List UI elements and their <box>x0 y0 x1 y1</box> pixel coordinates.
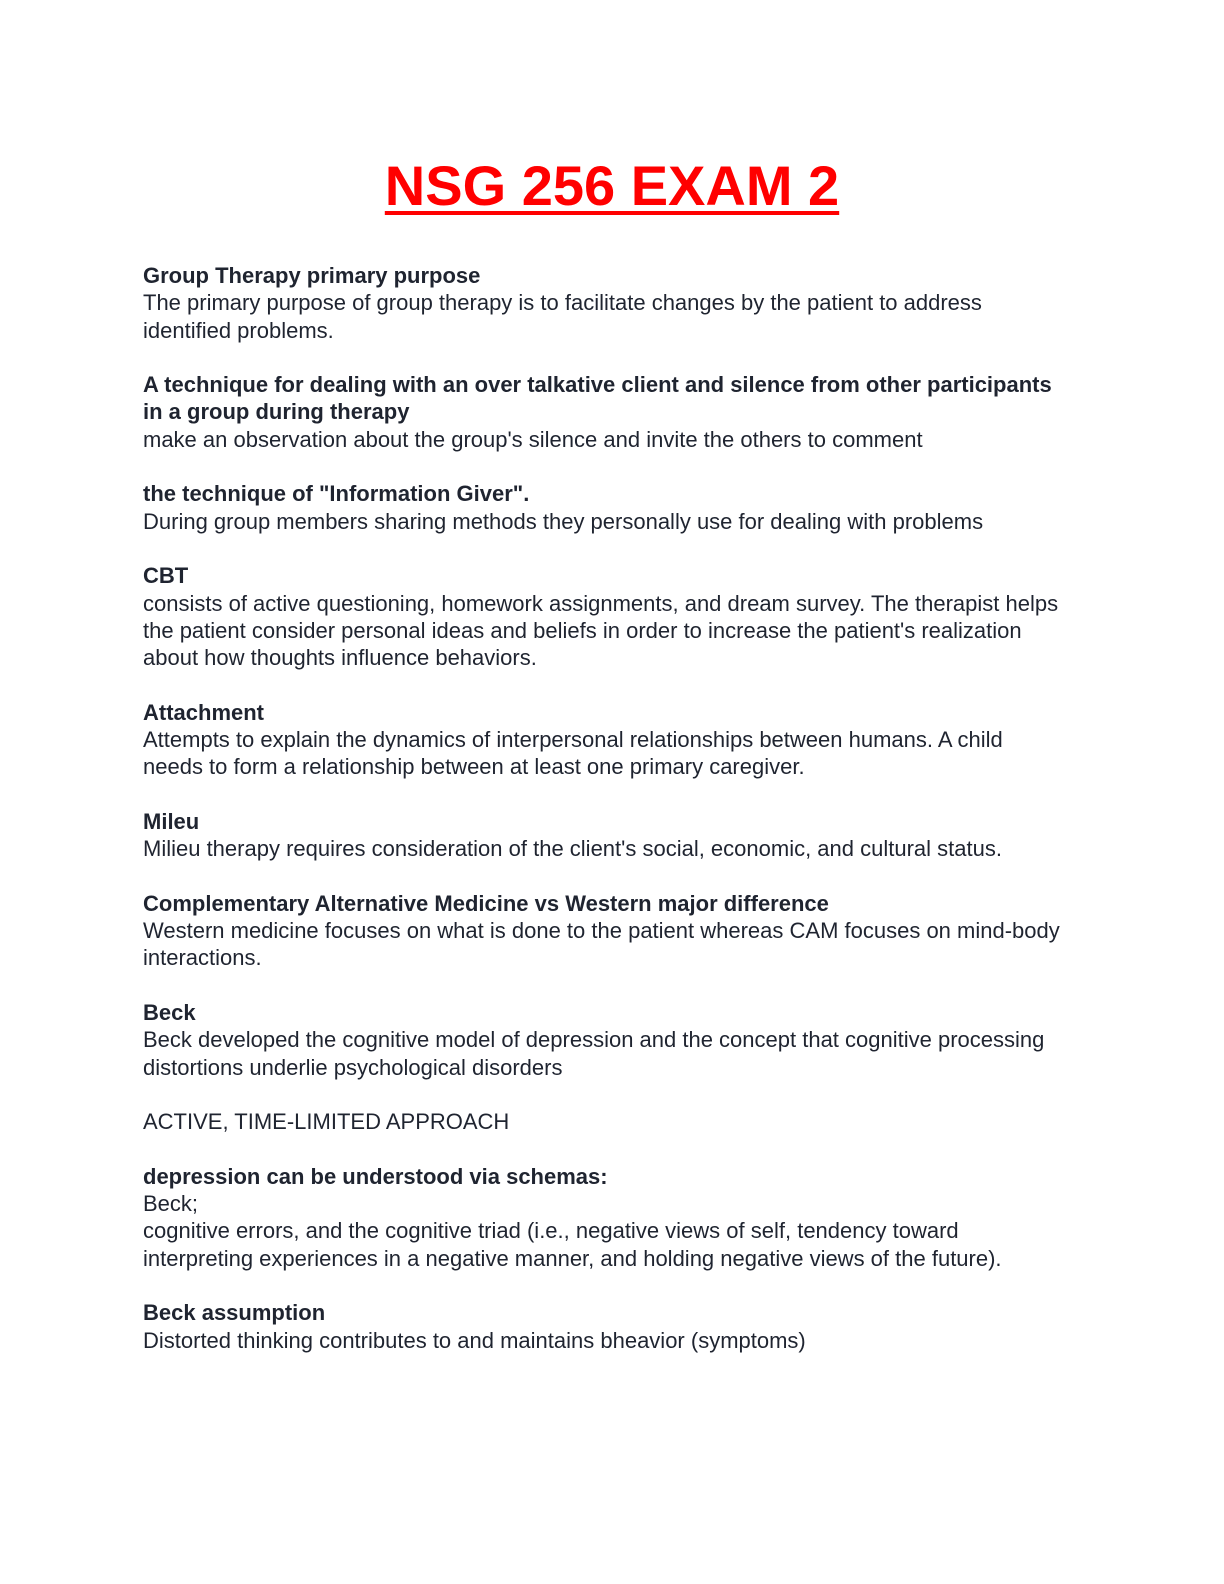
entry-attachment <box>143 699 1063 781</box>
entry-definition: During group members sharing methods they personally use for dealing with problems <box>143 508 984 534</box>
entry-term: CBT <box>143 563 189 589</box>
entry-cam-vs-western <box>143 890 1063 972</box>
entry-beck <box>143 999 1063 1081</box>
entry-definition: consists of active questioning, homework assignments, and dream survey. The therapist helps the patient consider personal ideas and beliefs in order to increase the patient's realization about how thoughts influence behaviors. <box>143 590 1059 671</box>
entry-active-approach <box>143 1108 1063 1135</box>
entry-talkative-client <box>143 371 1063 453</box>
entry-schemas <box>143 1163 1063 1272</box>
entry-term: Group Therapy primary purpose <box>143 263 481 288</box>
entry-definition: Beck developed the cognitive model of depression and the concept that cognitive processing distortions underlie psychological disorders <box>143 1027 1045 1080</box>
entry-beck-assumption <box>143 1299 1063 1354</box>
entry-mileu <box>143 808 1063 863</box>
entry-definition: Milieu therapy requires consideration of the client's social, economic, and cultural status. <box>143 836 1002 862</box>
entry-definition: cognitive errors, and the cognitive triad (i.e., negative views of self, tendency toward interpreting experiences in a negative manner, and holding negative views of the future). <box>143 1218 1002 1271</box>
entry-term: Beck <box>143 1000 196 1026</box>
entry-group-therapy <box>143 262 1063 344</box>
entry-term: A technique for dealing with an over talkative client and silence from other participants in a group during therapy <box>143 372 1052 425</box>
document-body <box>143 262 1063 1381</box>
entry-information-giver <box>143 480 1063 535</box>
entry-term: Complementary Alternative Medicine vs Western major difference <box>143 890 829 916</box>
entry-definition-line: Beck; <box>143 1191 199 1217</box>
entry-term: the technique of "Information Giver". <box>143 481 530 507</box>
page-title-text: NSG 256 EXAM 2 <box>384 154 840 217</box>
standalone-line: ACTIVE, TIME-LIMITED APPROACH <box>143 1109 510 1135</box>
entry-term: Attachment <box>143 699 265 725</box>
entry-definition: Western medicine focuses on what is done to the patient whereas CAM focuses on mind-body interactions. <box>143 918 1060 971</box>
entry-definition: Attempts to explain the dynamics of interpersonal relationships between humans. A child needs to form a relationship between at least one primary caregiver. <box>143 727 1003 780</box>
entry-definition: Distorted thinking contributes to and maintains bheavior (symptoms) <box>143 1327 806 1353</box>
entry-term: depression can be understood via schemas: <box>143 1163 608 1189</box>
entry-term: Beck assumption <box>143 1300 326 1326</box>
entry-term: Mileu <box>143 808 200 834</box>
page-title <box>0 150 1224 222</box>
entry-definition: The primary purpose of group therapy is to facilitate changes by the patient to address identified problems. <box>143 290 982 343</box>
entry-definition: make an observation about the group's silence and invite the others to comment <box>143 426 923 452</box>
entry-cbt <box>143 562 1063 671</box>
